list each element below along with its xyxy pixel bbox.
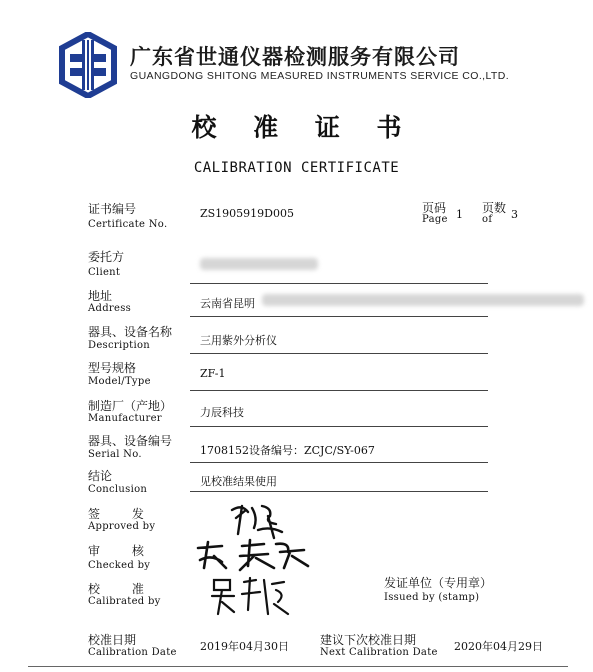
next-date-label-cn: 建议下次校准日期 [320,633,417,647]
certificate-no-label-cn: 证书编号 [88,202,137,216]
conclusion-value: 见校准结果使用 [200,475,277,488]
checked-label-en: Checked by [88,560,151,571]
serial-value: 1708152设备编号：ZCJC/SY-067 [200,444,375,457]
address-value: 云南省昆明 [200,297,255,310]
page-value: 1 [456,208,463,221]
bottom-divider [28,666,568,667]
model-label-cn: 型号规格 [88,361,137,375]
page-label-cn: 页码 [422,201,447,215]
approved-signature-icon [228,500,288,542]
address-label-en: Address [88,303,132,314]
calibration-date-label-en: Calibration Date [88,647,177,658]
company-name-cn: 广东省世通仪器检测服务有限公司 [130,45,460,69]
model-value: ZF-1 [200,367,226,380]
calibrated-label-cn: 校 准 [88,582,158,596]
client-label-cn: 委托方 [88,250,125,264]
manufacturer-label-en: Manufacturer [88,413,162,424]
issued-label-en: Issued by (stamp) [384,592,480,603]
address-redacted [262,294,584,306]
page-of-label-cn: 页数 [482,201,507,215]
calibration-date-value: 2019年04月30日 [200,640,289,653]
address-label-cn: 地址 [88,289,113,303]
manufacturer-label-cn: 制造厂（产地） [88,399,173,413]
description-label-cn: 器具、设备名称 [88,325,173,339]
approved-label-en: Approved by [88,521,156,532]
manufacturer-value: 力辰科技 [200,406,244,419]
serial-label-cn: 器具、设备编号 [88,434,173,448]
issued-label-cn: 发证单位（专用章） [384,576,493,590]
next-date-label-en: Next Calibration Date [320,647,438,658]
checked-label-cn: 审 核 [88,544,158,558]
calibrated-label-en: Calibrated by [88,596,161,607]
description-value: 三用紫外分析仪 [200,334,277,347]
certificate-no-value: ZS1905919D005 [200,207,294,220]
model-line [190,390,488,391]
client-line [190,283,488,284]
model-label-en: Model/Type [88,376,151,387]
company-name-en: GUANGDONG SHITONG MEASURED INSTRUMENTS SERVICE CO.,LTD. [130,70,510,82]
manufacturer-line [190,426,488,427]
title-cn: 校 准 证 书 [191,113,416,142]
page-label-en: Page [422,214,448,225]
serial-label-en: Serial No. [88,449,142,460]
client-label-en: Client [88,267,121,278]
page-of-label-en: of [482,214,493,225]
title-en: CALIBRATION CERTIFICATE [193,160,400,176]
calibrated-signature-icon [208,574,292,618]
client-redacted [200,258,318,270]
description-label-en: Description [88,340,151,351]
conclusion-label-cn: 结论 [88,469,113,483]
next-date-value: 2020年04月29日 [454,640,543,653]
description-line [190,353,488,354]
approved-label-cn: 签 发 [88,507,158,521]
conclusion-label-en: Conclusion [88,484,148,495]
calibration-date-label-cn: 校准日期 [88,633,137,647]
company-logo-icon [58,32,118,98]
address-line [190,316,488,317]
page-of-value: 3 [511,208,518,221]
serial-line [190,462,488,463]
certificate-no-label-en: Certificate No. [88,219,168,230]
conclusion-line [190,491,488,492]
checked-signature-icon [192,538,312,574]
